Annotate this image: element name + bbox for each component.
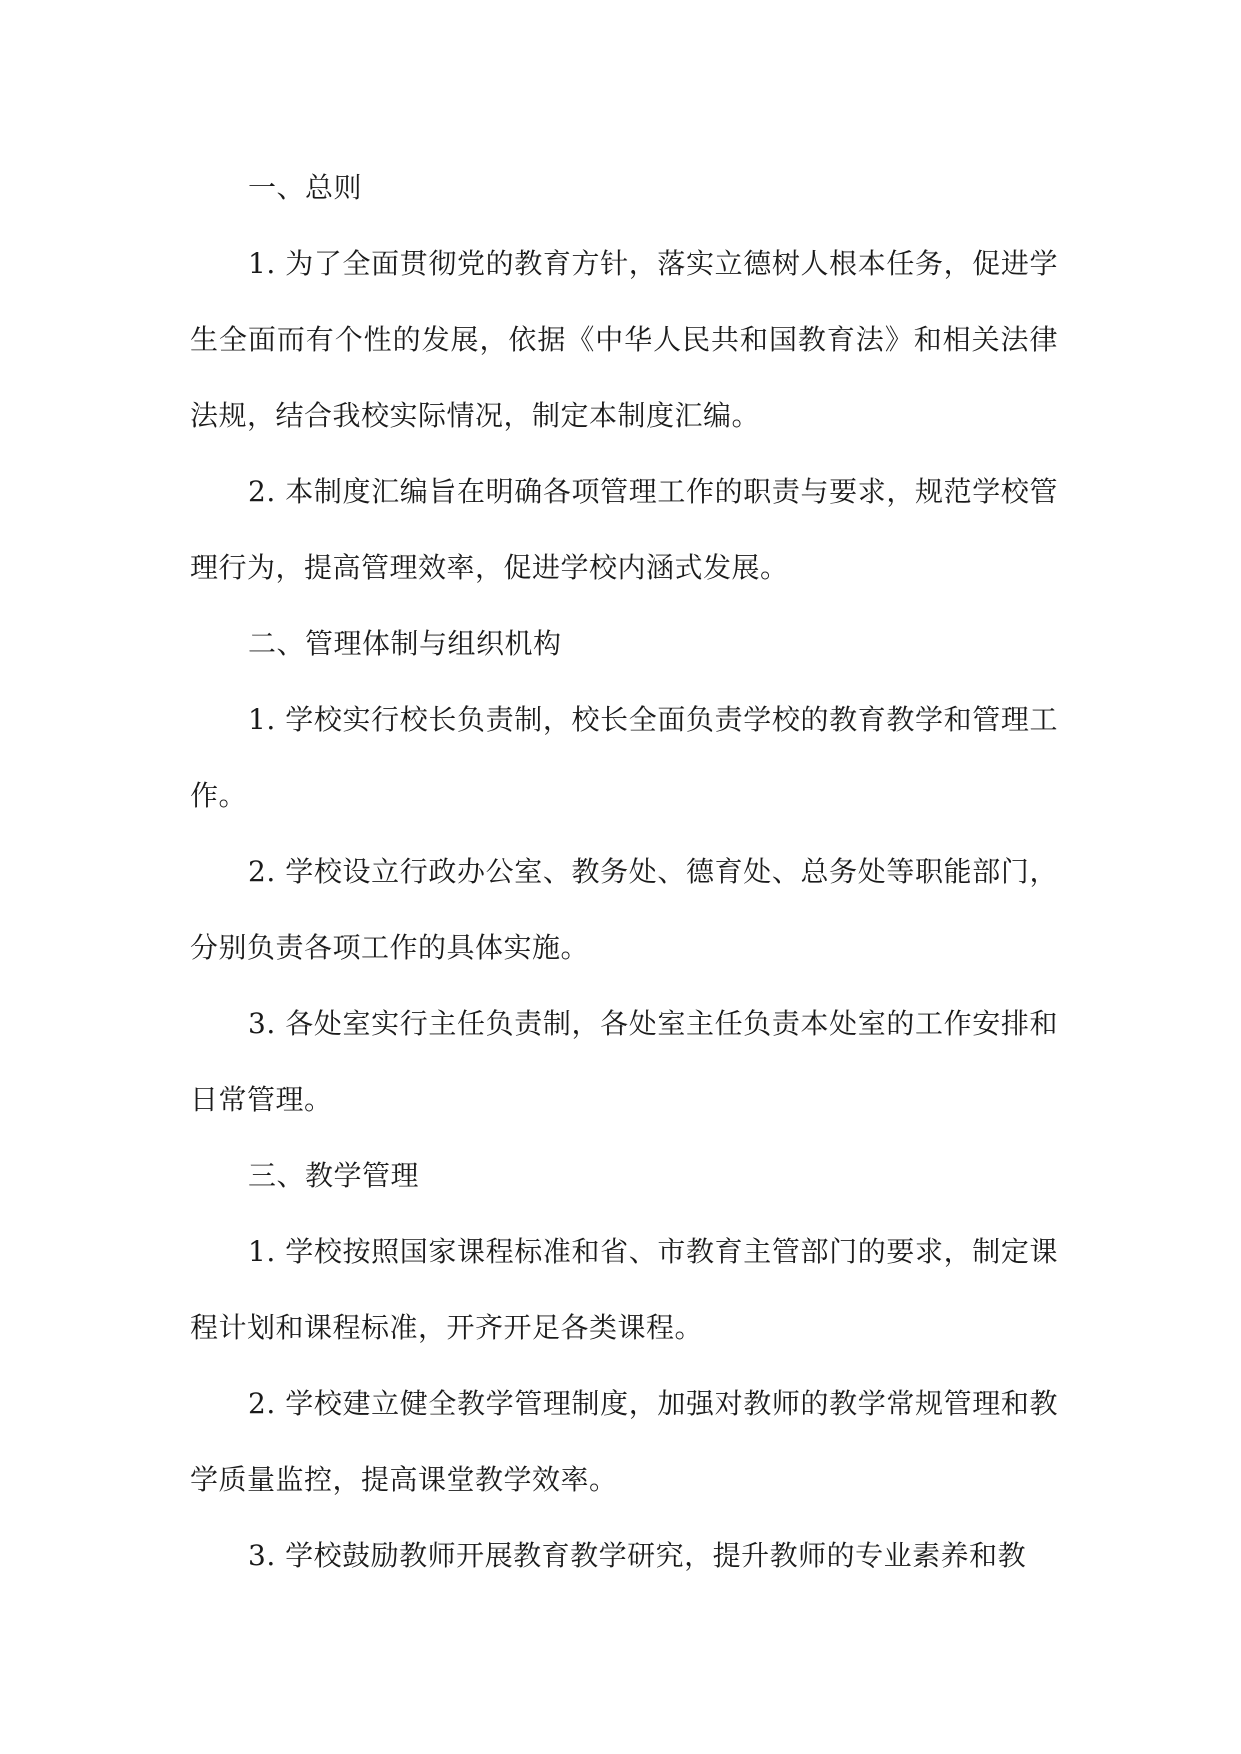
paragraph: 1. 学校实行校长负责制，校长全面负责学校的教育教学和管理工作。 [190,703,1058,812]
section-heading-general: 一、总则 [248,171,363,204]
paragraph: 1. 学校按照国家课程标准和省、市教育主管部门的要求，制定课程计划和课程标准，开齐开足各类课程。 [190,1235,1058,1344]
paragraph: 2. 本制度汇编旨在明确各项管理工作的职责与要求，规范学校管理行为，提高管理效率，促进学校内涵式发展。 [190,475,1058,584]
paragraph: 2. 学校设立行政办公室、教务处、德育处、总务处等职能部门，分别负责各项工作的具体实施。 [190,855,1058,964]
document-body [190,150,1058,1594]
paragraph: 1. 为了全面贯彻党的教育方针，落实立德树人根本任务，促进学生全面而有个性的发展，依据《中华人民共和国教育法》和相关法律法规，结合我校实际情况，制定本制度汇编。 [190,247,1058,432]
section-heading-management-system: 二、管理体制与组织机构 [248,627,562,660]
paragraph: 2. 学校建立健全教学管理制度，加强对教师的教学常规管理和教学质量监控，提高课堂教学效率。 [190,1387,1058,1496]
paragraph: 3. 各处室实行主任负责制，各处室主任负责本处室的工作安排和日常管理。 [190,1007,1058,1116]
paragraph: 3. 学校鼓励教师开展教育教学研究，提升教师的专业素养和教 [248,1539,1027,1572]
section-heading-teaching-management: 三、教学管理 [248,1159,420,1192]
